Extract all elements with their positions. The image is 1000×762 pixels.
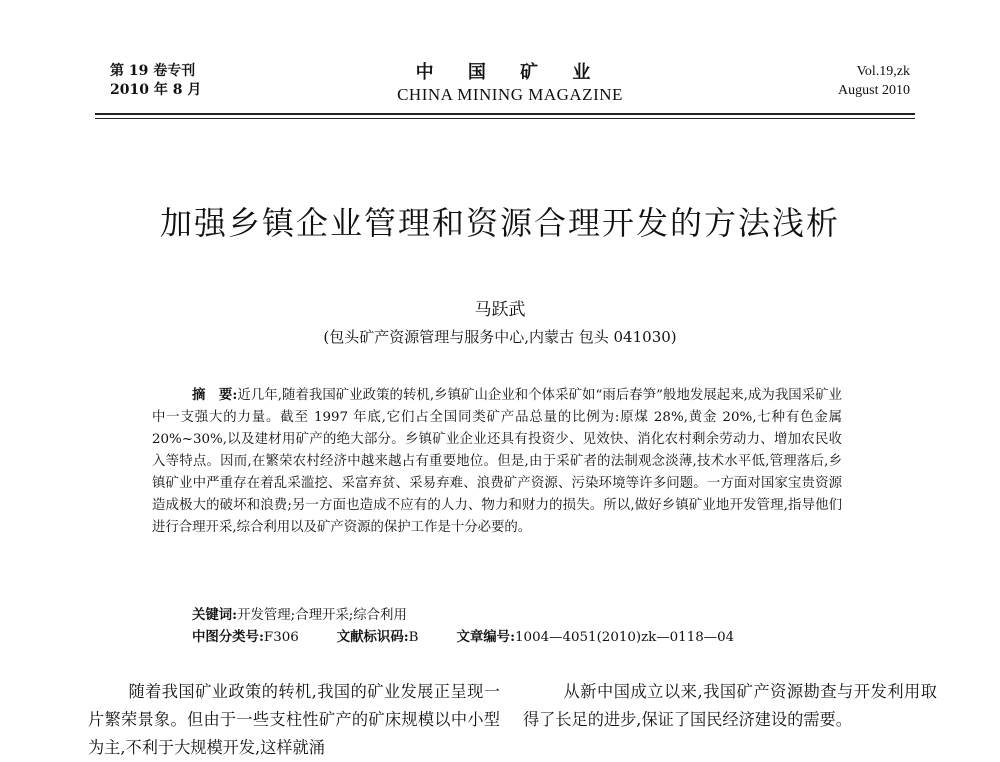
page-header bbox=[110, 62, 910, 112]
abstract bbox=[152, 384, 842, 539]
body-text-left: 随着我国矿业政策的转机,我国的矿业发展正呈现一片繁荣景象。但由于一些支柱性矿产的矿床规模以中小型为主,不利于大规模开发,这样就涌 bbox=[88, 682, 500, 757]
doc-code-value: B bbox=[408, 630, 419, 645]
journal-name-cn: 中 国 矿 业 bbox=[415, 62, 605, 83]
header-rule-thick bbox=[95, 113, 915, 115]
clc-value: F306 bbox=[263, 630, 299, 645]
abstract-text: 近几年,随着我国矿业政策的转机,乡镇矿山企业和个体采矿如“雨后春笋”般地发展起来,成为我国采矿业中一支强大的力量。截至 1997 年底,它们占全国同类矿产品总量的比例为:原煤 28%,黄金 20%,七种有色金属 20%~30%,以及建材用矿产的绝大部分。乡镇矿业企业还具有投资少、见效快、消化农村剩余劳动力、增加农民收入等特点。因而,在繁荣农村经济中越来越占有重要地位。但是,由于采矿者的法制观念淡薄,技术水平低,管理落后,乡镇矿业中严重存在着乱采滥挖、采富弃贫、采易弃难、浪费矿产资源、污染环境等许多问题。一方面对国家宝贵资源造成极大的破坏和浪费;另一方面也造成不应有的人力、物力和财力的损失。所以,做好乡镇矿业地开发管理,指导他们进行合理开采,综合利用以及矿产资源的保护工作是十分必要的。 bbox=[152, 388, 842, 535]
date-cn: 2010 年 8 月 bbox=[110, 82, 202, 98]
paper-title: 加强乡镇企业管理和资源合理开发的方法浅析 bbox=[159, 204, 840, 242]
body-column-left bbox=[88, 678, 500, 762]
abstract-label: 摘 要: bbox=[192, 387, 238, 403]
author-affiliation: (包头矿产资源管理与服务中心,内蒙古 包头 041030) bbox=[323, 328, 677, 346]
header-rule-thin bbox=[95, 118, 915, 119]
date-en: August 2010 bbox=[838, 83, 910, 98]
article-number-value: 1004—4051(2010)zk—0118—04 bbox=[515, 630, 735, 645]
header-center bbox=[110, 62, 910, 106]
body-text-right: 从新中国成立以来,我国矿产资源勘查与开发利用取得了长足的进步,保证了国民经济建设的需要。 bbox=[523, 682, 937, 729]
clc-label: 中图分类号: bbox=[192, 629, 264, 645]
doc-code-label: 文献标识码: bbox=[336, 629, 409, 645]
journal-name-en: CHINA MINING MAGAZINE bbox=[397, 85, 623, 104]
author-name: 马跃武 bbox=[474, 300, 526, 320]
classification-line bbox=[192, 626, 734, 649]
keywords-label: 关键词: bbox=[192, 607, 238, 623]
body-column-right bbox=[523, 678, 937, 734]
keywords-text: 开发管理;合理开采;综合利用 bbox=[237, 608, 407, 623]
volume-cn: 第 19 卷专刊 bbox=[110, 63, 196, 79]
keywords bbox=[192, 604, 407, 627]
volume-en: Vol.19,zk bbox=[856, 64, 910, 79]
article-number-label: 文章编号: bbox=[456, 629, 516, 645]
header-right bbox=[838, 62, 910, 100]
